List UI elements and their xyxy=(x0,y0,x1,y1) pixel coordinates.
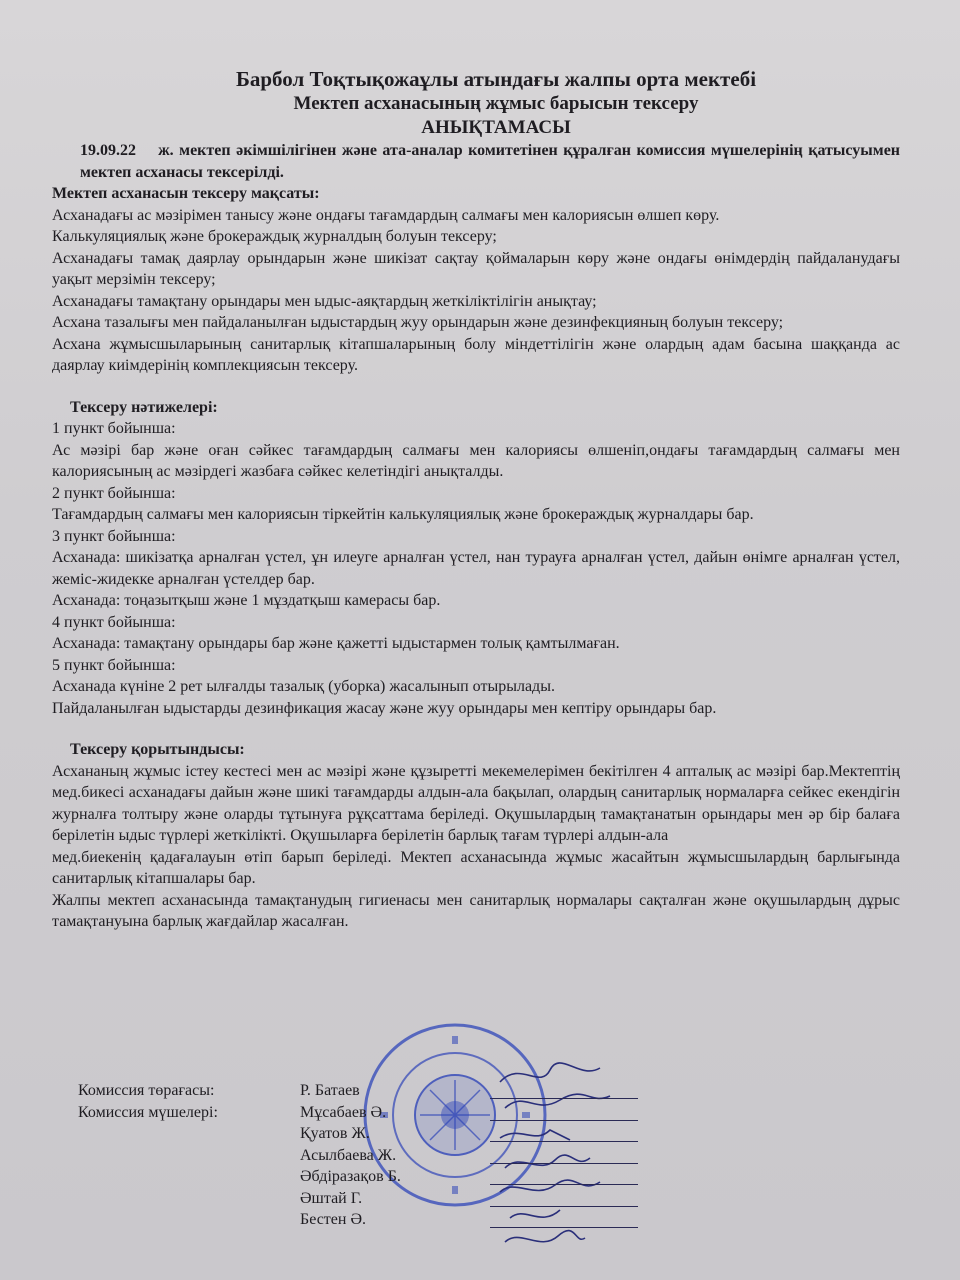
signature-row xyxy=(78,1166,638,1188)
intro-paragraph xyxy=(52,140,900,183)
signature-line xyxy=(490,1209,638,1228)
chair-role: Комиссия төрағасы: xyxy=(78,1082,215,1099)
member-name: Асылбаева Ж. xyxy=(300,1146,397,1164)
signature-row xyxy=(78,1209,638,1231)
member-name: Әштай Г. xyxy=(300,1189,363,1207)
result-label: 5 пункт бойынша: xyxy=(52,656,176,674)
signature-line xyxy=(490,1145,638,1164)
result-label: 4 пункт бойынша: xyxy=(52,613,176,631)
member-name: Бестен Ә. xyxy=(300,1211,366,1228)
signature-line xyxy=(490,1102,638,1121)
spacer xyxy=(52,377,900,397)
result-text: Асханада: тамақтану орындары бар және қажетті ыдыстармен толық қамтылмаған. xyxy=(52,635,620,652)
signature-row xyxy=(78,1123,638,1145)
result-text: Асханада күніне 2 рет ылғалды тазалық (уборка) жасалынып отырылады. xyxy=(52,678,555,695)
intro-date: 19.09.22 xyxy=(80,142,136,159)
spacer xyxy=(52,719,900,739)
result-text: Асханада: шикізатқа арналған үстел, ұн илеуге арналған үстел, нан турауға арналған үстел, дайын өнімге арналған үстел, жеміс-жидекке арналған үстелдер бар. xyxy=(52,549,900,588)
purpose-item: Асханадағы тамақтану орындары мен ыдыс-аяқтардың жеткіліктілігін анықтау; xyxy=(52,292,597,310)
result-text: Пайдаланылған ыдыстарды дезинфикация жасау және жуу орындары мен кептіру орындары бар. xyxy=(52,699,717,717)
result-text: Тағамдардың салмағы мен калориясын тіркейтін калькуляциялық және брокераждық журналдары бар. xyxy=(52,506,754,523)
result-label: 1 пункт бойынша: xyxy=(52,420,176,437)
member-name: Мұсабаев Ә. xyxy=(300,1103,387,1121)
result-text: Асханада: тоңазытқыш және 1 мұздатқыш камерасы бар. xyxy=(52,592,441,609)
conclusion-text: мед.биекенің қадағалауын өтіп барып беріледі. Мектеп асханасында жұмыс жасайтын жұмысшылардың барлығында санитарлық кітапшалары бар. xyxy=(52,848,900,887)
member-name: Әбдіразақов Б. xyxy=(300,1168,401,1185)
members-role: Комиссия мүшелері: xyxy=(78,1103,218,1121)
conclusion-text: Жалпы мектеп асханасында тамақтанудың гигиенасы мен санитарлық нормалары сақталған және оқушылардың дұрыс тамақтануына барлық жағдайлар жасалған. xyxy=(52,891,900,930)
signature-row xyxy=(78,1145,638,1167)
signature-row xyxy=(78,1188,638,1210)
result-label: 2 пункт бойынша: xyxy=(52,484,176,502)
purpose-item: Асханадағы тамақ даярлау орындарын және шикізат сақтау қоймаларын көру және ондағы өнімдердің пайдаланудағы уақыт мерзімін тексеру; xyxy=(52,249,900,288)
signature-row xyxy=(78,1080,638,1102)
document-page xyxy=(52,66,900,933)
signature-row xyxy=(78,1102,638,1124)
signature-line xyxy=(490,1188,638,1207)
results-heading: Тексеру нәтижелері: xyxy=(70,398,218,416)
chair-name: Р. Батаев xyxy=(300,1082,360,1099)
signature-line xyxy=(490,1080,638,1099)
document-subtitle: Мектеп асханасының жұмыс барысын тексеру xyxy=(293,93,699,114)
member-name: Қуатов Ж. xyxy=(300,1125,370,1142)
intro-text: ж. мектеп әкімшілігінен және ата-аналар комитетінен құралған комиссия мүшелерінің қатысуымен мектеп асханасы тексерілді. xyxy=(80,142,901,181)
conclusion-heading: Тексеру қорытындысы: xyxy=(70,741,245,758)
document-type: АНЫҚТАМАСЫ xyxy=(421,117,571,138)
school-title: Барбол Тоқтықожаұлы атындағы жалпы орта мектебі xyxy=(235,67,757,91)
purpose-heading: Мектеп асханасын тексеру мақсаты: xyxy=(52,185,320,202)
purpose-item: Калькуляциялық және брокераждық журналдың болуын тексеру; xyxy=(52,228,497,245)
purpose-item: Асхана тазалығы мен пайдаланылған ыдыстардың жуу орындарын және дезинфекцияның болуын тексеру; xyxy=(52,314,784,331)
result-label: 3 пункт бойынша: xyxy=(52,527,176,545)
purpose-item: Асхана жұмысшыларының санитарлық кітапшаларының болу міндеттілігін және олардың адам басына шаққанда ас даярлау киімдерінің комплекциясын тексеру. xyxy=(52,335,900,374)
signature-block xyxy=(78,1080,638,1231)
signature-line xyxy=(490,1166,638,1185)
purpose-item: Асханадағы ас мәзірімен танысу және ондағы тағамдардың салмағы мен калориясын өлшеп көру. xyxy=(52,206,720,224)
result-text: Ас мәзірі бар және оған сәйкес тағамдардың салмағы мен калориясы өлшеніп,ондағы тағамдардың салмағы мен калориясының ас мәзірдегі жазбаға сәйкес келетіндігі анықталды. xyxy=(52,441,900,480)
signature-line xyxy=(490,1123,638,1142)
conclusion-text: Асхананың жұмыс істеу кестесі мен ас мәзірі және құзыретті мекемелерімен бекітілген 4 апталық ас мәзірі бар.Мектептің мед.бикесі асханадағы дайын және шикі тағамдарды алдын-ала бақылап, олардың санитарлық нормаларға сейкес екендігін журналға толтыру және оларды тұтынуға рұқсаттама беріледі. Оқушылардың тамақтанатын орындары мен әр бір балаға берілетін ыдыс түрлері жеткілікті. Оқушыларға берілетін барлық тағам түрлері алдын-ала xyxy=(52,762,900,844)
